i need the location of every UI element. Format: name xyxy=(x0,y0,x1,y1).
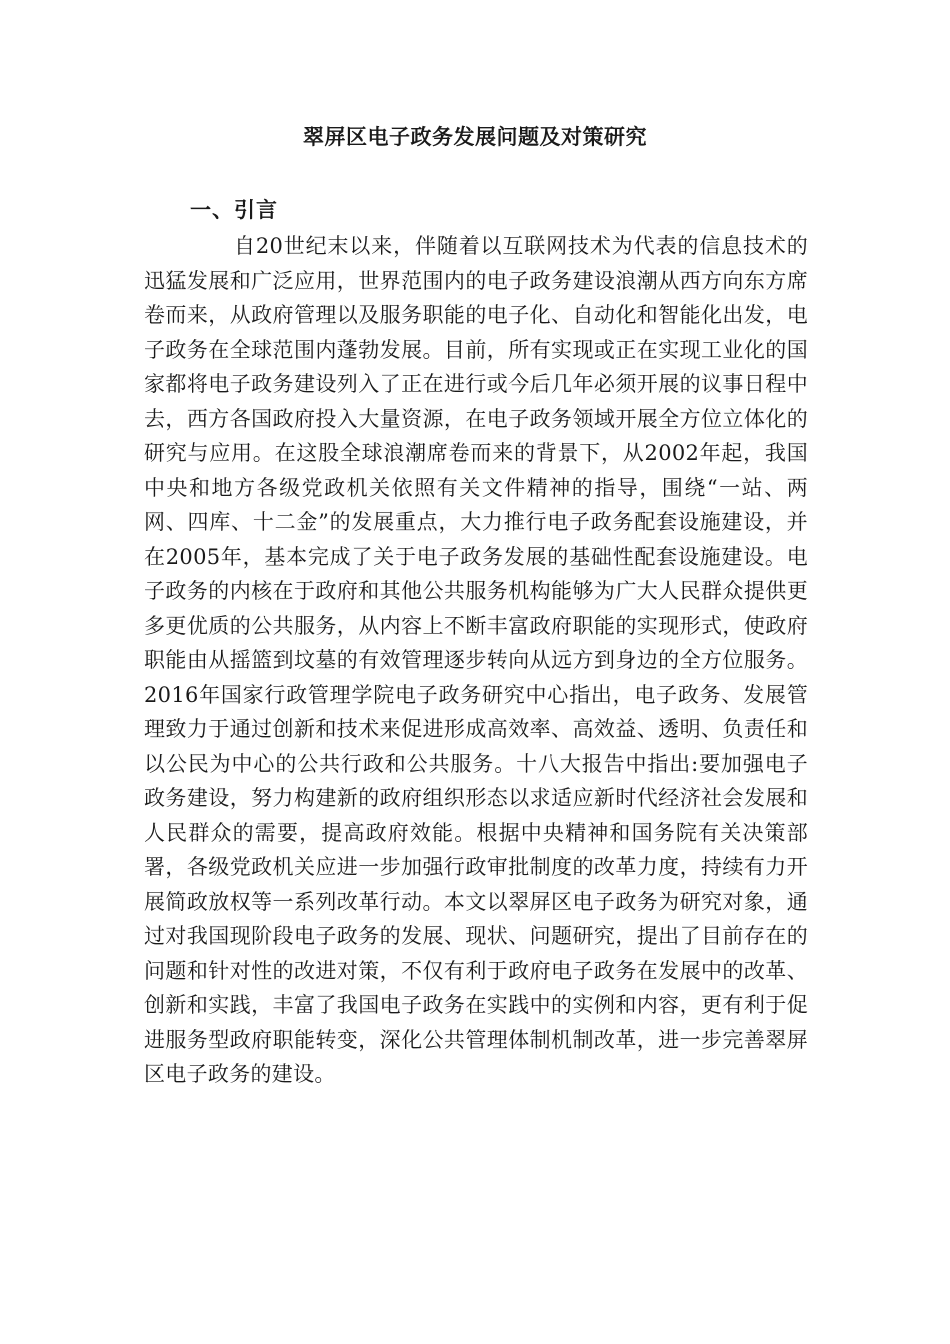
document-title: 翠屏区电子政务发展问题及对策研究 xyxy=(303,125,647,149)
section-heading-introduction: 一、引言 xyxy=(190,198,278,222)
introduction-paragraph: 自20世纪末以来，伴随着以互联网技术为代表的信息技术的迅猛发展和广泛应用，世界范围内的电子政务建设浪潮从西方向东方席卷而来，从政府管理以及服务职能的电子化、自动化和智能化出发，电子政务在全球范围内蓬勃发展。目前，所有实现或正在实现工业化的国家都将电子政务建设列入了正在进行或今后几年必须开展的议事日程中去，西方各国政府投入大量资源，在电子政务领域开展全方位立体化的研究与应用。在这股全球浪潮席卷而来的背景下，从2002年起，我国中央和地方各级党政机关依照有关文件精神的指导，围绕“一站、两网、四库、十二金”的发展重点，大力推行电子政务配套设施建设，并在2005年，基本完成了关于电子政务发展的基础性配套设施建设。电子政务的内核在于政府和其他公共服务机构能够为广大人民群众提供更多更优质的公共服务，从内容上不断丰富政府职能的实现形式，使政府职能由从摇篮到坟墓的有效管理逐步转向从远方到身边的全方位服务。2016年国家行政管理学院电子政务研究中心指出，电子政务、发展管理致力于通过创新和技术来促进形成高效率、高效益、透明、负责任和以公民为中心的公共行政和公共服务。十八大报告中指出:要加强电子政务建设，努力构建新的政府组织形态以求适应新时代经济社会发展和人民群众的需要，提高政府效能。根据中央精神和国务院有关决策部署，各级党政机关应进一步加强行政审批制度的改革力度，持续有力开展简政放权等一系列改革行动。本文以翠屏区电子政务为研究对象，通过对我国现阶段电子政务的发展、现状、问题研究，提出了目前存在的问题和针对性的改进对策，不仅有利于政府电子政务在发展中的改革、创新和实践，丰富了我国电子政务在实践中的实例和内容，更有利于促进服务型政府职能转变，深化公共管理体制机制改革，进一步完善翠屏区电子政务的建设。 xyxy=(144,234,808,1086)
